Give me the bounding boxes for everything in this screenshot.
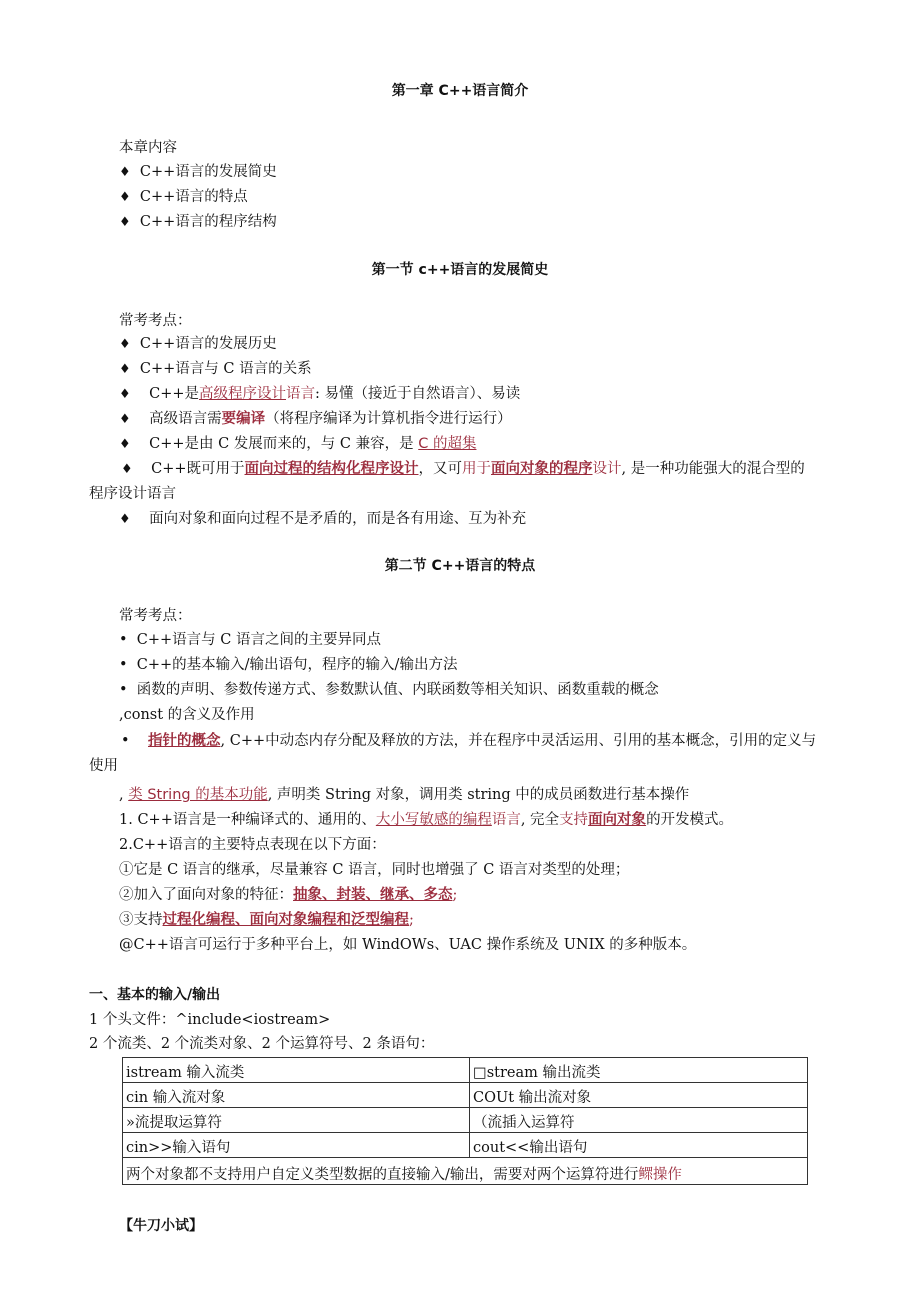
list-item: ♦ C++是高级程序设计语言: 易懂（接近于自然语言）、易读: [119, 386, 521, 402]
table-cell: COUt 输出流对象: [470, 1083, 808, 1108]
table-row: [123, 1083, 808, 1108]
table-cell: »流提取运算符: [123, 1108, 470, 1133]
paragraph: 2 个流类、2 个流类对象、2 个运算符号、2 条语句：: [89, 1036, 435, 1052]
diamond-bullet-icon: ♦: [119, 215, 131, 230]
table-cell: cin 输入流对象: [123, 1083, 470, 1108]
diamond-bullet-icon: ♦: [119, 412, 131, 427]
table-cell: □stream 输出流类: [470, 1058, 808, 1083]
table-row: [123, 1133, 808, 1158]
diamond-bullet-icon: ♦: [119, 362, 131, 377]
list-item: ♦ C++语言的特点: [119, 189, 248, 205]
diamond-bullet-icon: ♦: [119, 165, 131, 180]
paragraph: 1 个头文件：^include<iostream>: [89, 1012, 331, 1028]
list-item: , 类 String 的基本功能, 声明类 String 对象，调用类 string 中的成员函数进行基本操作: [119, 787, 690, 803]
dot-bullet-icon: •: [119, 682, 128, 698]
list-item-continuation: 程序设计语言: [89, 486, 176, 502]
paragraph: ③支持过程化编程、面向对象编程和泛型编程;: [119, 912, 414, 928]
io-table: [122, 1057, 808, 1185]
chapter-title: 第一章 C++语言简介: [391, 83, 529, 99]
list-item: ♦ C++语言的程序结构: [119, 214, 277, 230]
diamond-bullet-icon: ♦: [119, 190, 131, 205]
list-item: ♦ 高级语言需要编译（将程序编译为计算机指令进行运行）: [119, 411, 512, 427]
list-item: • 指针的概念, C++中动态内存分配及释放的方法，并在程序中灵活运用、引用的基本概念，引用的定义与: [121, 733, 817, 749]
list-item: ,const 的含义及作用: [119, 707, 255, 723]
list-item: ♦ C++语言的发展历史: [119, 336, 277, 352]
diamond-bullet-icon: ♦: [119, 387, 131, 402]
table-cell: cin>>输入语句: [123, 1133, 470, 1158]
dot-bullet-icon: •: [119, 657, 128, 673]
list-item: • 函数的声明、参数传递方式、参数默认值、内联函数等相关知识、函数重载的概念: [119, 682, 659, 698]
table-note-cell: 两个对象都不支持用户自定义类型数据的直接输入/输出，需要对两个运算符进行鳏操作: [123, 1158, 808, 1185]
section2-label: 常考考点：: [119, 608, 192, 624]
list-item: ♦ C++是由 C 发展而来的，与 C 兼容，是 C 的超集: [119, 436, 477, 452]
table-row: [123, 1158, 808, 1185]
paragraph: ①它是 C 语言的继承，尽量兼容 C 语言，同时也增强了 C 语言对类型的处理；: [119, 862, 630, 878]
paragraph: ②加入了面向对象的特征：抽象、封装、继承、多态;: [119, 887, 458, 903]
table-cell: （流插入运算符: [470, 1108, 808, 1133]
table-row: [123, 1108, 808, 1133]
list-item-continuation: 使用: [89, 758, 118, 774]
contents-label: 本章内容: [119, 140, 177, 156]
diamond-bullet-icon: ♦: [119, 437, 131, 452]
paragraph: 1. C++语言是一种编译式的、通用的、大小写敏感的编程语言, 完全支持面向对象的开发模式。: [119, 812, 734, 828]
io-heading: 一、基本的输入/输出: [89, 987, 221, 1003]
table-cell: cout<<输出语句: [470, 1133, 808, 1158]
table-row: [123, 1058, 808, 1083]
paragraph: @C++语言可运行于多种平台上，如 WindOWs、UAC 操作系统及 UNIX 的多种版本。: [119, 937, 697, 953]
practice-heading: 【牛刀小试】: [119, 1218, 203, 1234]
diamond-bullet-icon: ♦: [119, 512, 131, 527]
list-item: • C++的基本输入/输出语句，程序的输入/输出方法: [119, 657, 458, 673]
dot-bullet-icon: •: [121, 733, 130, 749]
paragraph: 2.C++语言的主要特点表现在以下方面：: [119, 837, 386, 853]
diamond-bullet-icon: ♦: [121, 462, 133, 477]
list-item: ♦ C++语言与 C 语言的关系: [119, 361, 312, 377]
section1-title: 第一节 c++语言的发展简史: [371, 262, 549, 278]
list-item: ♦ C++语言的发展简史: [119, 164, 277, 180]
dot-bullet-icon: •: [119, 632, 128, 648]
diamond-bullet-icon: ♦: [119, 337, 131, 352]
table-cell: istream 输入流类: [123, 1058, 470, 1083]
list-item: • C++语言与 C 语言之间的主要异同点: [119, 632, 381, 648]
list-item: ♦ 面向对象和面向过程不是矛盾的，而是各有用途、互为补充: [119, 511, 527, 527]
section1-label: 常考考点：: [119, 313, 192, 329]
section2-title: 第二节 C++语言的特点: [384, 558, 536, 574]
list-item: ♦ C++既可用于面向过程的结构化程序设计，又可用于面向对象的程序设计, 是一种功能强大的混合型的: [121, 461, 805, 477]
